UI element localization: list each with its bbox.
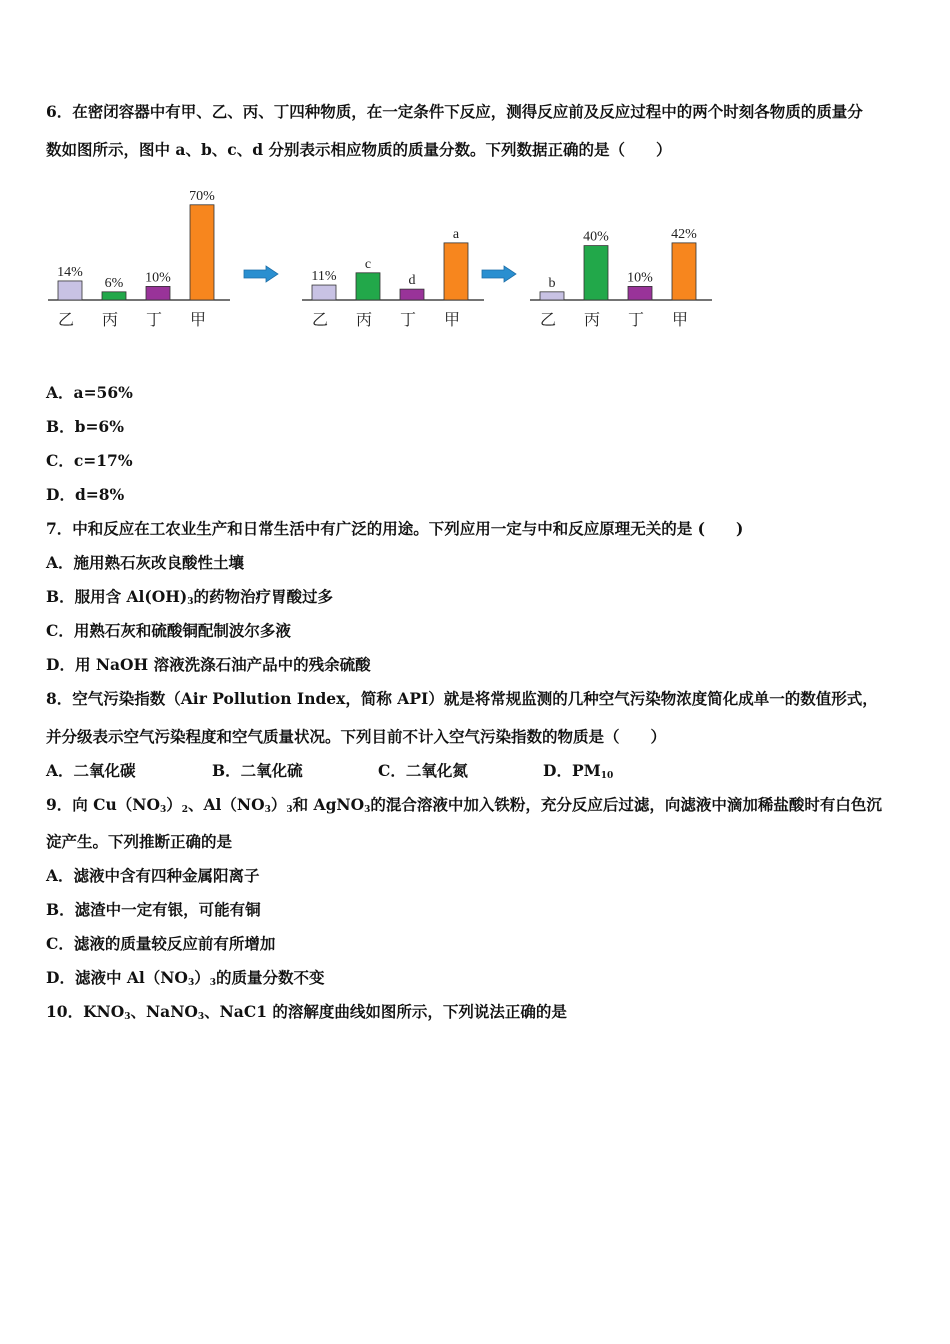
bar-丁 [628,286,652,300]
bar-丁 [146,286,170,300]
q6-option-c: C．c=17% [46,451,133,470]
q7-stem: 7．中和反应在工农业生产和日常生活中有广泛的用途。下列应用一定与中和反应原理无关的是 ( ) [46,519,744,538]
q9-option-a: A．滤液中含有四种金属阳离子 [46,866,260,885]
q8-options [46,761,613,781]
q7-option-a: A．施用熟石灰改良酸性土壤 [46,553,245,572]
bar-chart-3 [530,227,712,329]
q6-option-a: A．a=56% [46,383,133,402]
bar-甲 [444,243,468,300]
bar-chart-2 [302,227,484,329]
data-label: 42% [671,226,697,242]
data-label: c [364,256,372,272]
category-label: 丁 [399,312,417,329]
data-label: 40% [583,229,609,245]
data-label: 70% [189,188,215,204]
bar-乙 [312,285,336,300]
bar-乙 [540,292,564,300]
bar-甲 [672,243,696,300]
category-label: 丁 [627,312,645,329]
category-label: 丁 [145,312,163,329]
q8-option-a: A．二氧化碳 [46,761,136,780]
category-label: 甲 [189,312,207,329]
q6-option-d: D．d=8% [46,485,125,504]
q8-option-b: B．二氧化硫 [212,761,303,780]
bar-chart-1 [48,189,230,329]
q8-option-c: C．二氧化氮 [378,761,468,780]
bar-丙 [356,273,380,300]
arrow-icon [244,266,278,282]
data-label: 11% [311,269,337,285]
q6-bar-charts [40,178,720,338]
q9-option-c: C．滤液的质量较反应前有所增加 [46,934,276,953]
category-label: 乙 [57,312,75,329]
arrow-icon [482,266,516,282]
category-label: 丙 [101,312,119,329]
q9-stem-line1: 9．向 $Cu(NO_3)_2$、$Al(NO_3)_3$和 AgNO$_3$的混合溶液中加入铁粉，充分反应后过滤，向滤液中滴加稀盐酸时有白色沉 [46,795,882,815]
q8-stem-line2: 并分级表示空气污染程度和空气质量状况。下列目前不计入空气污染指数的物质是（ ） [46,727,667,746]
q6-stem-line2: 数如图所示，图中 a、b、c、d 分别表示相应物质的质量分数。下列数据正确的是（ ） [46,140,672,159]
bar-甲 [190,205,214,300]
q7-option-c: C．用熟石灰和硫酸铜配制波尔多液 [46,621,291,640]
category-label: 乙 [539,312,557,329]
category-label: 丙 [583,312,601,329]
data-label: d [408,273,416,289]
bar-乙 [58,281,82,300]
data-label: a [452,226,460,242]
category-label: 乙 [311,312,329,329]
q10-stem: 10．$KNO_3$、NaNO$_3$、NaC1 的溶解度曲线如图所示，下列说法正确的是 [46,1002,567,1022]
category-label: 甲 [671,312,689,329]
q9-option-d: D．滤液中 $Al(NO_3)_3$的质量分数不变 [46,968,325,988]
q9-stem-line2: 淀产生。下列推断正确的是 [46,832,233,851]
q7-option-b: B．服用含 $Al(OH)_3$的药物治疗胃酸过多 [46,587,334,607]
data-label: b [548,275,556,291]
bar-丙 [584,246,608,300]
category-label: 丙 [355,312,373,329]
bar-丁 [400,289,424,300]
q7-option-d: D．用 NaOH 溶液洗涤石油产品中的残余硫酸 [46,655,371,674]
q6-stem-line1: 6．在密闭容器中有甲、乙、丙、丁四种物质，在一定条件下反应，测得反应前及反应过程中的两个时刻各物质的质量分 [46,102,863,121]
data-label: 10% [145,270,171,286]
q8-stem-line1: 8．空气污染指数（Air Pollution Index，简称 API）就是将常规监测的几种空气污染物浓度简化成单一的数值形式， [46,689,878,708]
data-label: 10% [627,270,653,286]
data-label: 14% [57,264,83,280]
q6-option-b: B．b=6% [46,417,124,436]
bar-丙 [102,292,126,300]
q8-option-d: D．$PM_{10}$ [543,761,614,781]
q9-option-b: B．滤渣中一定有银，可能有铜 [46,900,261,919]
data-label: 6% [104,275,124,291]
category-label: 甲 [443,312,461,329]
